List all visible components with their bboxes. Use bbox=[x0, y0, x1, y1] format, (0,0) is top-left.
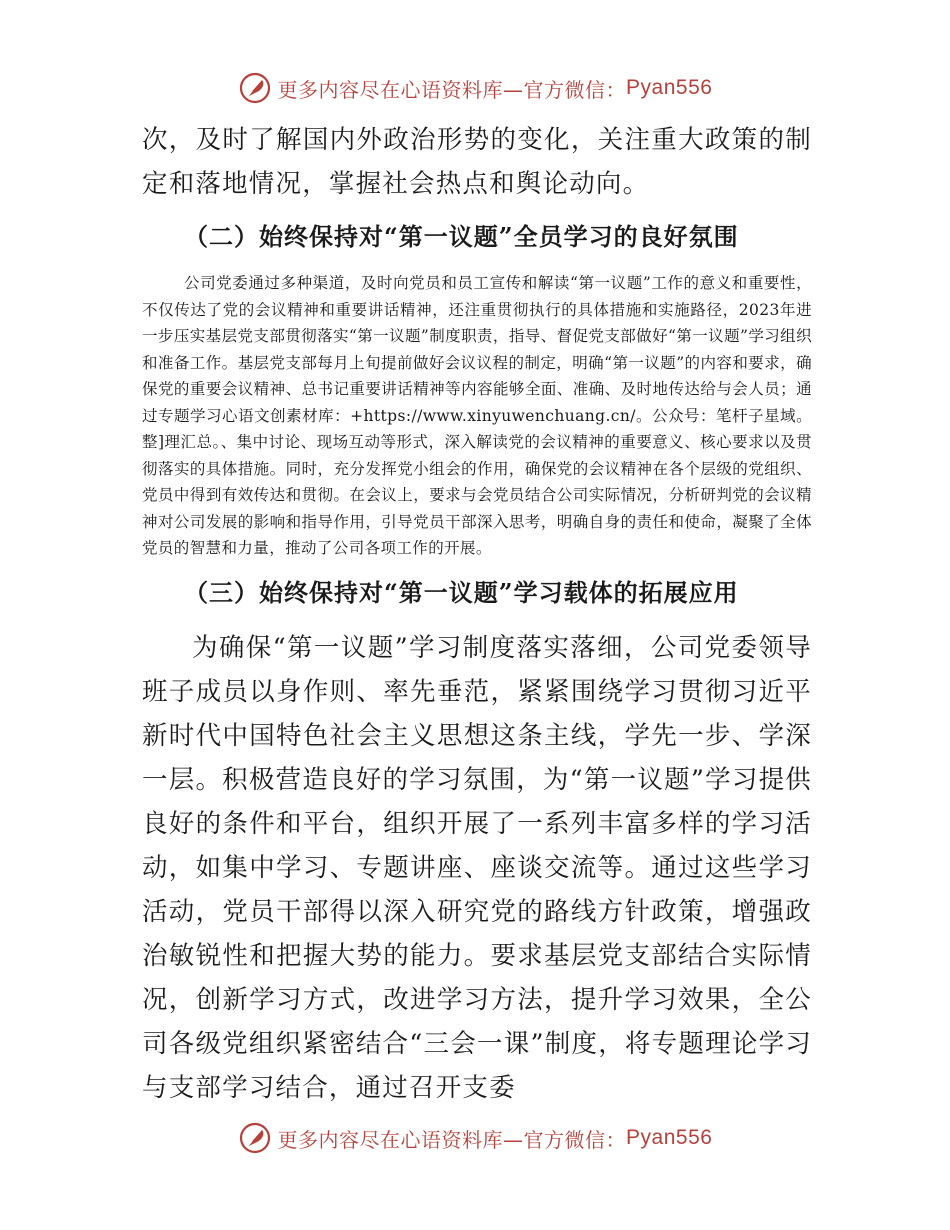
paragraph-continuation: 次，及时了解国内外政治形势的变化，关注重大政策的制定和落地情况，掌握社会热点和舆论动向。 bbox=[142, 125, 812, 199]
watermark-banner-top bbox=[0, 68, 950, 108]
section-heading-3: （三）始终保持对“第一议题”学习载体的拓展应用 bbox=[184, 577, 739, 607]
paragraph-3: 为确保“第一议题”学习制度落实落细，公司党委领导班子成员以身作则、率先垂范，紧紧围绕学习贯彻习近平新时代中国特色社会主义思想这条主线，学先一步、学深一层。积极营造良好的学习氛围，为“第一议题”学习提供良好的条件和平台，组织开展了一系列丰富多样的学习活动，如集中学习、专题讲座、座谈交流等。通过这些学习活动，党员干部得以深入研究党的路线方针政策，增强政治敏锐性和把握大势的能力。要求基层党支部结合实际情况，创新学习方式，改进学习方法，提升学习效果，全公司各级党组织紧密结合“三会一课”制度，将专题理论学习与支部学习结合，通过召开支委 bbox=[142, 632, 812, 1103]
watermark-handle: Pyan556 bbox=[626, 76, 713, 99]
watermark-text: 更多内容尽在心语资料库—官方微信： bbox=[277, 1127, 627, 1152]
quill-logo-icon bbox=[238, 71, 272, 105]
document-body bbox=[142, 118, 812, 1110]
watermark-handle: Pyan556 bbox=[626, 1126, 713, 1149]
quill-logo-icon bbox=[238, 1121, 272, 1155]
paragraph-2: 公司党委通过多种渠道，及时向党员和员工宣传和解读“第一议题”工作的意义和重要性，不仅传达了党的会议精神和重要讲话精神，还注重贯彻执行的具体措施和实施路径，2023年进一步压实基层党支部贯彻落实“第一议题”制度职责，指导、督促党支部做好“第一议题”学习组织和准备工作。基层党支部每月上旬提前做好会议议程的制定，明确“第一议题”的内容和要求，确保党的重要会议精神、总书记重要讲话精神等内容能够全面、准确、及时地传达给与会人员；通过专题学习心语文创素材库：+https://www.xinyuwenchuang.cn/。公众号：笔杆子星域。整]理汇总。、集中讨论、现场互动等形式，深入解读党的会议精神的重要意义、核心要求以及贯彻落实的具体措施。同时，充分发挥党小组会的作用，确保党的会议精神在各个层级的党组织、党员中得到有效传达和贯彻。在会议上，要求与会党员结合公司实际情况，分析研判党的会议精神对公司发展的影响和指导作用，引导党员干部深入思考，明确自身的责任和使命，凝聚了全体党员的智慧和力量，推动了公司各项工作的开展。 bbox=[142, 274, 812, 557]
watermark-banner-bottom bbox=[0, 1118, 950, 1158]
section-heading-2: （二）始终保持对“第一议题”全员学习的良好氛围 bbox=[184, 222, 739, 251]
watermark-text: 更多内容尽在心语资料库—官方微信： bbox=[277, 77, 627, 102]
